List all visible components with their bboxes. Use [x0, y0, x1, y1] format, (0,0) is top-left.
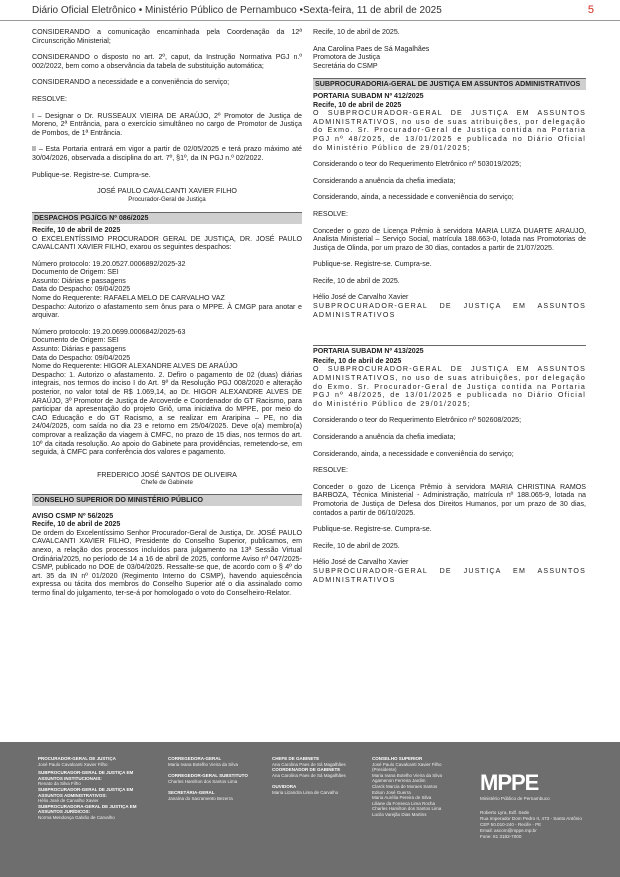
- despacho-text: Despacho: 1. Autorizo o afastamento. 2. Defiro o pagamento de 02 (duas) diárias integrais, nos termos do inciso I do Art. 9º da Resolução PGJ 008/2020 e alteração posterior, no valor total de R$ 1.069,14, ao Dr. HIGOR ALEXANDRE ALVES DE ARAÚJO, 3º Promotor de Justiça de Arcoverde e Coordenador do GT Racismo, para participar da apresentação do projeto Griô, uma iniciativa do MPPE, por meio do CAO Educação e do GT Racismo, a se realizar em Araripina – PE, no dia 24/04/2025, com saída no dia 23 e retorno em 25/04/2025. Deve o(a) membro(a) comprovar a realização da viagem à CMFC, no prazo de 15 dias, nos termos do art. 10º da citada resolução. Ao apoio do Gabinete para providências, remetendo-se, em seguida, à CMFC para conferência dos valores e pagamento.: [32, 370, 302, 457]
- footer-text: Maria Aurélia Pereira de Silva: [372, 795, 432, 801]
- aviso-date: Recife, 10 de abril de 2025: [32, 520, 121, 529]
- portaria-date: Recife, 10 de abril de 2025: [313, 100, 402, 109]
- signature-block: [313, 293, 586, 319]
- paragraph: Recife, 10 de abril de 2025.: [313, 28, 400, 36]
- signature-name: FREDERICO JOSÉ SANTOS DE OLIVEIRA: [97, 470, 237, 479]
- paragraph: II – Esta Portaria entrará em vigor a partir de 02/05/2025 e terá prazo máximo até 30/04/2026, observada a disciplina do art. 7º, §1º, da IN PGJ n.º 02/2022.: [32, 145, 302, 162]
- footer-heading: CONSELHO SUPERIOR: [372, 756, 423, 761]
- despachos-intro: O EXCELENTÍSSIMO PROCURADOR GERAL DE JUSTIÇA, DR. JOSÉ PAULO CAVALCANTI XAVIER FILHO, exarou os seguintes despachos:: [32, 234, 302, 252]
- despacho-line: Data do Despacho: 09/04/2025: [32, 285, 131, 294]
- footer-text: Edson José Guerra: [372, 789, 411, 795]
- address-line: Rua Imperador Dom Pedro II, 473 - Santo Antônio: [480, 816, 582, 821]
- header-title: Diário Oficial Eletrônico • Ministério Público de Pernambuco •Sexta-feira, 11 de abril de 2025: [32, 4, 442, 16]
- logo-subtitle: Ministério Público de Pernambuco: [480, 796, 550, 801]
- footer-heading: SUBPROCURADOR-GERAL DE JUSTIÇA EM ASSUNTOS ADMINISTRATIVOS:: [38, 786, 134, 798]
- footer-text: Charles Hamilton dos Santos Lima: [168, 778, 238, 784]
- despacho-entry-1: [32, 260, 302, 320]
- footer-heading: COORDENADOR DE GABINETE: [272, 767, 341, 773]
- footer-text: Clarck Marcia de Moraes Santos: [372, 783, 438, 789]
- footer-text: Lucila Varejão Dias Martins: [372, 811, 427, 817]
- despacho-line: Assunto: Diárias e passagens: [32, 276, 126, 285]
- aviso-title: AVISO CSMP Nº 56/2025: [32, 511, 114, 520]
- signature-block: [313, 45, 586, 71]
- right-column: [313, 28, 586, 584]
- despacho-line: Nome do Requerente: RAFAELA MELO DE CARVALHO VAZ: [32, 294, 225, 303]
- footer-text: Ana Carolina Paes de Sá Magalhães: [272, 761, 346, 767]
- signature-name: Ana Carolina Paes de Sá Magalhães: [313, 44, 430, 53]
- portaria-title: PORTARIA SUBADM Nº 412/2025: [313, 91, 424, 100]
- despacho-line: Documento de Origem: SEI: [32, 268, 119, 277]
- footer-col-2: [168, 756, 263, 802]
- despacho-line: Nome do Requerente: HIGOR ALEXANDRE ALVES DE ARAÚJO: [32, 362, 238, 371]
- footer-text: Liliane da Fonseca Lima Rocha: [372, 800, 436, 806]
- despacho-line: Data do Despacho: 09/04/2025: [32, 353, 131, 362]
- footer-heading: CORREGEDOR-GERAL SUBSTITUTO: [168, 773, 248, 779]
- paragraph: CONSIDERANDO o disposto no art. 2º, caput, da Instrução Normativa PGJ n.º 002/2022, bem como a observância da tabela de substituição automática;: [32, 53, 302, 70]
- footer-text: Maria Lizandra Lima de Carvalho: [272, 789, 339, 795]
- paragraph: Recife, 10 de abril de 2025.: [313, 276, 400, 285]
- paragraph: Considerando o teor do Requerimento Eletrônico nº 502608/2025;: [313, 416, 522, 425]
- section-header-csmp: CONSELHO SUPERIOR DO MINISTÉRIO PÚBLICO: [32, 494, 302, 506]
- paragraph: I – Designar o Dr. RUSSEAUX VIEIRA DE ARAÚJO, 2º Promotor de Justiça de Moreno, 2ª Entrância, para o exercício simultâneo no cargo de Promotor de Justiça de Pombos, de 1ª Entrância.: [32, 111, 302, 137]
- paragraph: O SUBPROCURADOR-GERAL DE JUSTIÇA EM ASSUNTOS ADMINISTRATIVOS, no uso de suas atribuições, por delegação do Exmo. Sr. Procurador-Geral de Justiça contida na Portaria PGJ nº 48/2025, de 13/01/2025 e publicada no Diário Oficial do Ministério Público de 29/01/2025;: [313, 109, 586, 152]
- paragraph: Conceder o gozo de Licença Prêmio à servidora MARIA CHRISTINA RAMOS BARBOZA, Técnica Ministerial - Administração, matrícula nº 188.065-9, lotada na Promotoria de Justiça de Defesa dos Direitos Humanos, por um prazo de 30 dias, contados a partir de 06/10/2025.: [313, 482, 586, 517]
- footer-heading: CHEFE DE GABINETE: [272, 756, 320, 761]
- footer-col-4: [372, 756, 467, 818]
- mppe-logo: [480, 770, 590, 840]
- signature-role: SUBPROCURADOR-GERAL DE JUSTIÇA EM ASSUNTOS ADMINISTRATIVOS: [313, 566, 586, 584]
- page-footer: [0, 742, 620, 877]
- signature-role: Procurador-Geral de Justiça: [128, 195, 206, 203]
- footer-text: Renato da Silva Filho: [38, 781, 81, 787]
- footer-heading: SECRETÁRIA-GERAL: [168, 790, 215, 796]
- paragraph: Considerando o teor do Requerimento Eletrônico nº 503019/2025;: [313, 160, 522, 169]
- section-header-subadm: SUBPROCURADORIA-GERAL DE JUSTIÇA EM ASSUNTOS ADMINISTRATIVOS: [313, 78, 586, 90]
- footer-text: Charles Hamilton dos Santos Lima: [372, 806, 442, 812]
- signature-name: Hélio José de Carvalho Xavier: [313, 293, 409, 302]
- signature-role: Chefe de Gabinete: [141, 479, 193, 487]
- despachos-title: DESPACHOS PGJ/CG Nº 086/2025: [32, 212, 302, 224]
- footer-text: José Paulo Cavalcanti Xavier Filho: [38, 761, 108, 767]
- address-line: Fone: 81 3182-7000: [480, 834, 522, 839]
- despachos-date: Recife, 10 de abril de 2025: [32, 225, 121, 234]
- footer-text: Hélio José de Carvalho Xavier: [38, 798, 99, 804]
- despacho-entry-2: [32, 328, 302, 457]
- paragraph: Considerando, ainda, a necessidade e conveniência do serviço;: [313, 193, 514, 202]
- page-number: 5: [587, 4, 594, 16]
- portaria-title: PORTARIA SUBADM Nº 413/2025: [313, 345, 586, 357]
- paragraph: Publique-se. Registre-se. Cumpra-se.: [313, 260, 432, 269]
- despacho-line: Despacho: Autorizo o afastamento sem ônus para o MPPE. À CMGP para anotar e arquivar.: [32, 302, 302, 320]
- footer-heading: CORREGEDORA-GERAL: [168, 756, 222, 761]
- paragraph: Considerando, ainda, a necessidade e conveniência do serviço;: [313, 449, 514, 458]
- paragraph: RESOLVE:: [32, 94, 67, 103]
- signature-name: JOSÉ PAULO CAVALCANTI XAVIER FILHO: [97, 187, 237, 196]
- paragraph: RESOLVE:: [313, 466, 348, 475]
- address-line: CEP 50.010-240 - Recife - PE: [480, 822, 542, 827]
- footer-text: Maria Ivana Botelho Vieira da Silva: [168, 761, 238, 767]
- paragraph: Publique-se. Registre-se. Cumpra-se.: [313, 525, 432, 534]
- paragraph: O SUBPROCURADOR-GERAL DE JUSTIÇA EM ASSUNTOS ADMINISTRATIVOS, no uso de suas atribuições, por delegação do Exmo. Sr. Procurador-Geral de Justiça contida na Portaria PGJ nº 48/2025, de 13/01/2025 e publicada no Diário Oficial do Ministério Público de 29/01/2025;: [313, 365, 586, 408]
- address-line: Roberto Lyra, Edf. Sede: [480, 810, 530, 815]
- footer-text: Maria Ivana Botelho Vieira da Silva: [372, 772, 442, 778]
- portaria-date: Recife, 10 de abril de 2025: [313, 356, 402, 365]
- footer-heading: SUBPROCURADORA-GERAL DE JUSTIÇA EM ASSUNTOS JURÍDICOS:: [38, 803, 137, 815]
- footer-col-3: [272, 756, 367, 796]
- despacho-line: Número protocolo: 19.20.0527.0006892/2025-32: [32, 259, 186, 268]
- left-column: [32, 28, 302, 605]
- signature-block: [32, 187, 302, 204]
- address-line: Email: ascom@mppe.mp.br: [480, 828, 537, 833]
- footer-text: Norma Mendonça Galvão de Carvalho: [38, 814, 115, 820]
- logo-mark: MPPE: [480, 770, 539, 795]
- footer-col-1: [38, 756, 138, 821]
- footer-heading: OUVIDORA: [272, 784, 297, 790]
- paragraph: Considerando a anuência da chefia imediata;: [313, 176, 456, 185]
- paragraph: RESOLVE:: [313, 209, 348, 218]
- paragraph: Considerando a anuência da chefia imediata;: [313, 433, 456, 441]
- despacho-line: Documento de Origem: SEI: [32, 336, 119, 345]
- page-header: [0, 0, 620, 21]
- paragraph: CONSIDERANDO a necessidade e a conveniência do serviço;: [32, 78, 230, 87]
- footer-heading: PROCURADOR-GERAL DE JUSTIÇA: [38, 756, 116, 761]
- paragraph: CONSIDERANDO a comunicação encaminhada pela Coordenação da 12ª Circunscrição Ministerial;: [32, 28, 302, 45]
- paragraph: Conceder o gozo de Licença Prêmio à servidora MARIA LUIZA DUARTE ARAUJO, Analista Ministerial – Serviço Social, matrícula 188.663-0, lotada nas Promotorias de Justiça de Olinda, por um prazo de 30 dias, contados a partir de 21/07/2025.: [313, 226, 586, 252]
- footer-text: Ana Carolina Paes de Sá Magalhães: [272, 772, 346, 778]
- signature-role: Secretária do CSMP: [313, 61, 378, 70]
- footer-heading: SUBPROCURADOR-GERAL DE JUSTIÇA EM ASSUNTOS INSTITUCIONAIS:: [38, 770, 134, 781]
- footer-text: Janaína do Sacramento Bezerra: [168, 795, 233, 801]
- despacho-line: Assunto: Diárias e passagens: [32, 345, 126, 354]
- signature-role: SUBPROCURADOR-GERAL DE JUSTIÇA EM ASSUNTOS ADMINISTRATIVOS: [313, 302, 586, 319]
- signature-block: [32, 471, 302, 488]
- paragraph: Recife, 10 de abril de 2025.: [313, 541, 400, 550]
- despacho-line: Número protocolo: 19.20.0699.0006842/2025-63: [32, 327, 186, 336]
- signature-name: Hélio José de Carvalho Xavier: [313, 558, 409, 567]
- paragraph: Publique-se. Registre-se. Cumpra-se.: [32, 170, 151, 179]
- footer-text: José Paulo Cavalcanti Xavier Filho (Presidente): [372, 761, 442, 773]
- footer-text: Agamenon Ferreira Jardim: [372, 778, 426, 784]
- signature-block: [313, 558, 586, 584]
- signature-role: Promotora de Justiça: [313, 53, 381, 62]
- aviso-body: De ordem do Excelentíssimo Senhor Procurador-Geral de Justiça, Dr. JOSÉ PAULO CAVALCANTI XAVIER FILHO, Presidente do Conselho Superior, publicamos, em anexo, a relação dos processos incluídos para julgamento na 13ª Sessão Virtual Ordinária/2025, no período de 14 a 16 de abril de 2025, conforme Aviso nº 047/2025-CSMP, publicado no DOE de 03/04/2025. Ressalte-se que, de acordo com o § 4º do art. 35 da IN nº 01/2020 (Regimento Interno do CSMP), havendo aquiescência expressa ou tácita dos membros do Conselho Superior até o dia assinalado como termo final do julgamento, ter-se-á por homologado o voto do Conselheiro-Relator.: [32, 528, 302, 597]
